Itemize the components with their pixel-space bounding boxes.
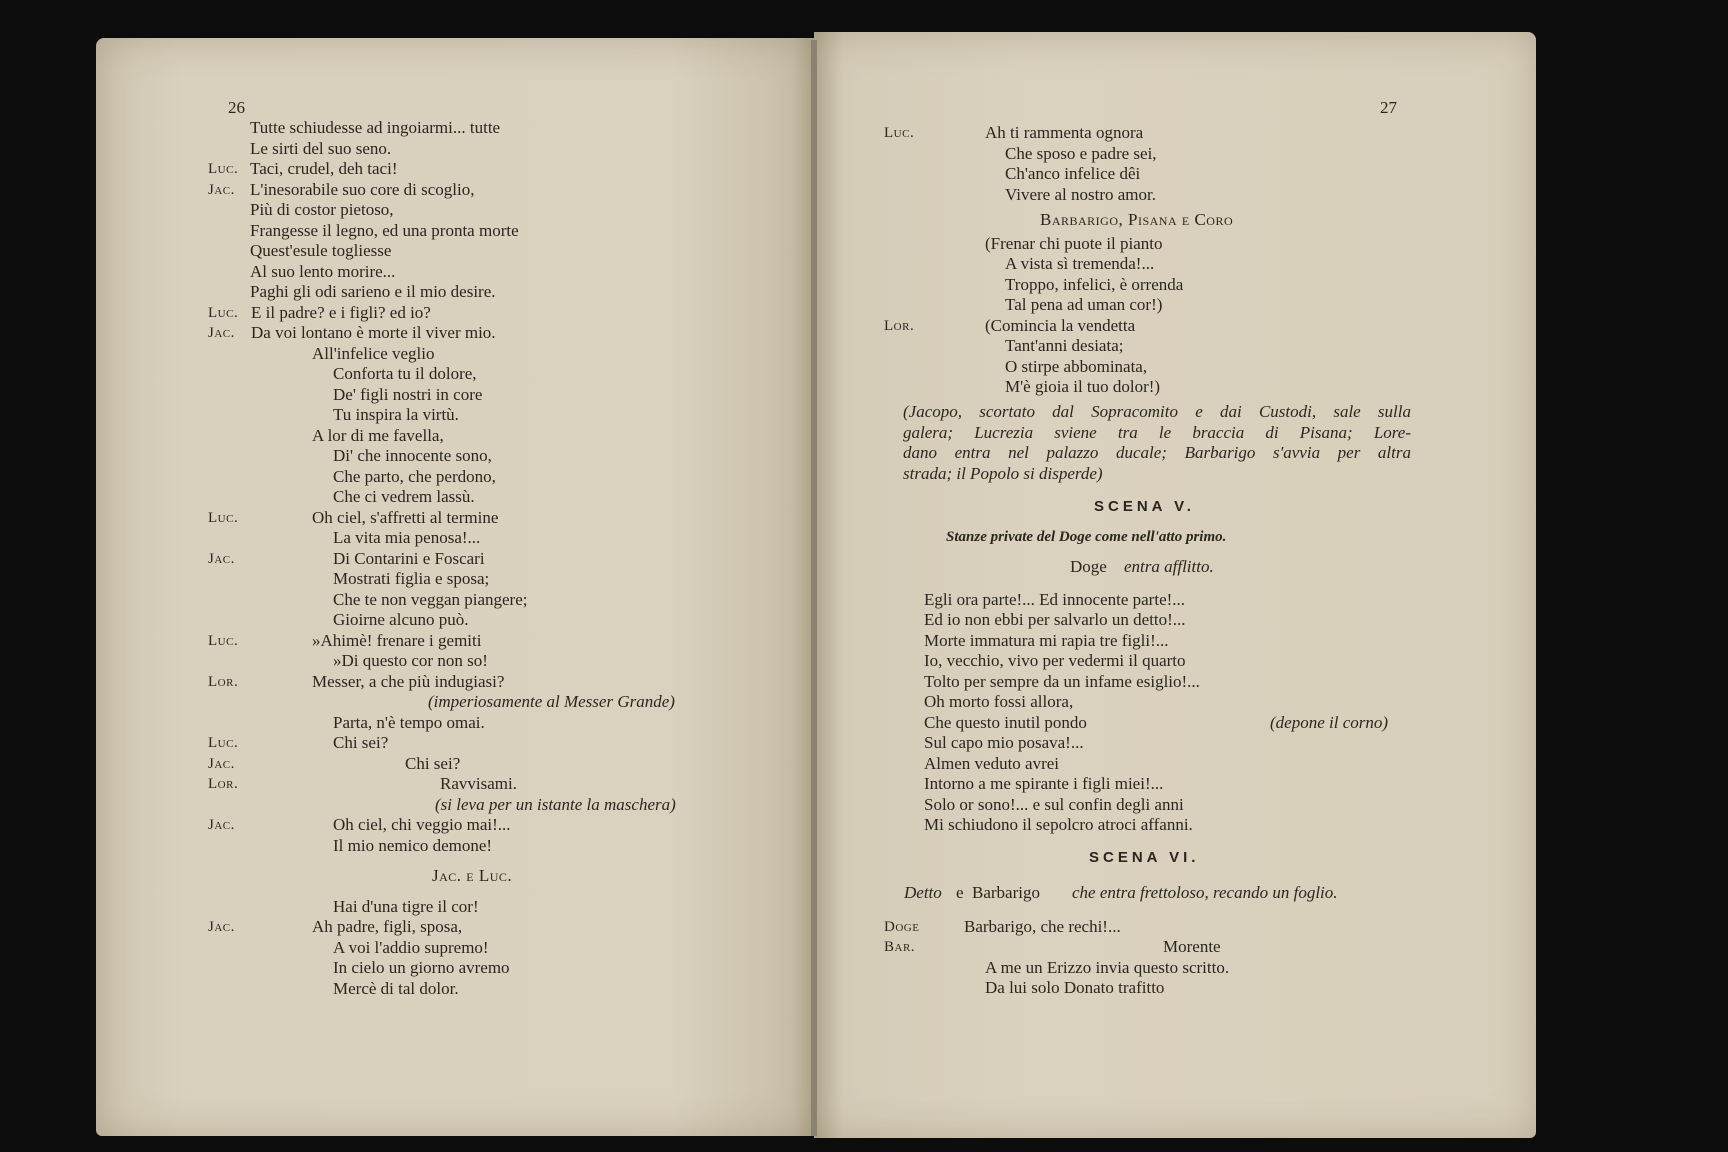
speaker-label: Lor.: [884, 318, 915, 334]
verse-line: Chi sei?: [405, 754, 461, 773]
verse-line: Troppo, infelici, è orrenda: [1005, 275, 1184, 294]
verse-line: Chi sei?: [333, 733, 389, 752]
scene-setting: Stanze private del Doge come nell'atto primo.: [946, 529, 1227, 545]
verse-line: Io, vecchio, vivo per vedermi il quarto: [924, 651, 1186, 670]
verse-line: Di Contarini e Foscari: [333, 549, 485, 568]
verse-line: Sul capo mio posava!...: [924, 733, 1084, 752]
verse-line: Hai d'una tigre il cor!: [333, 897, 479, 916]
verse-line: In cielo un giorno avremo: [333, 958, 510, 977]
verse-line: Il mio nemico demone!: [333, 836, 493, 855]
speaker-label: Luc.: [884, 125, 915, 141]
speaker-label: Jac.: [208, 551, 235, 567]
speaker-label: Luc.: [208, 735, 239, 751]
verse-line: M'è gioia il tuo dolor!): [1005, 377, 1161, 396]
verse-line: Più di costor pietoso,: [250, 200, 394, 219]
verse-line: Ah ti rammenta ognora: [985, 123, 1144, 142]
speaker-label: Luc.: [208, 510, 239, 526]
speaker-label: Jac.: [208, 325, 235, 341]
verse-line: Mi schiudono il sepolcro atroci affanni.: [924, 815, 1193, 834]
verse-line: Che te non veggan piangere;: [333, 590, 528, 609]
page-number-left: 26: [228, 98, 245, 117]
verse-line: Morte immatura mi rapia tre figli!...: [924, 631, 1169, 650]
entry-name: Doge: [1070, 557, 1107, 576]
verse-line: Tutte schiudesse ad ingoiarmi... tutte: [250, 118, 501, 137]
verse-line: A lor di me favella,: [312, 426, 444, 445]
speaker-label: Doge: [884, 919, 920, 935]
verse-line: Ed io non ebbi per salvarlo un detto!...: [924, 610, 1186, 629]
stage-direction: (si leva per un istante la maschera): [435, 795, 676, 814]
speaker-label: Jac.: [208, 756, 235, 772]
entry-note: entra afflitto.: [1124, 557, 1214, 576]
verse-line: Frangesse il legno, ed una pronta morte: [250, 221, 519, 240]
verse-line: Tant'anni desiata;: [1005, 336, 1124, 355]
scene-setting: che entra frettoloso, recando un foglio.: [1072, 883, 1338, 902]
verse-line: Egli ora parte!... Ed innocente parte!...: [924, 590, 1186, 609]
speaker-label: Luc.: [208, 633, 239, 649]
page-number-right: 27: [1380, 98, 1397, 117]
verse-line: Che ci vedrem lassù.: [333, 487, 475, 506]
speaker-label: Bar.: [884, 939, 916, 955]
verse-line: L'inesorabile suo core di scoglio,: [250, 180, 475, 199]
verse-line: Solo or sono!... e sul confin degli anni: [924, 795, 1184, 814]
verse-line: Mercè di tal dolor.: [333, 979, 459, 998]
speaker-label: Jac.: [208, 817, 235, 833]
verse-line: »Di questo cor non so!: [333, 651, 488, 670]
verse-line: Le sirti del suo seno.: [250, 139, 392, 158]
speaker-label: Luc.: [208, 305, 239, 321]
verse-line: Jac. e Luc.: [432, 866, 513, 885]
verse-line: Parta, n'è tempo omai.: [333, 713, 485, 732]
verse-line: Messer, a che più indugiasi?: [312, 672, 505, 691]
verse-line: A vista sì tremenda!...: [1005, 254, 1155, 273]
verse-line: Che parto, che perdono,: [333, 467, 496, 486]
scene-setting: e: [956, 883, 964, 902]
verse-line: Oh ciel, chi veggio mai!...: [333, 815, 511, 834]
stage-direction: (Jacopo, scortato dal Sopracomito e dai Custodi, sale sulla: [903, 402, 1411, 421]
verse-line: Gioirne alcuno può.: [333, 610, 469, 629]
verse-line: E il padre? e i figli? ed io?: [251, 303, 431, 322]
scene-setting: Detto: [904, 883, 942, 902]
speaker-label: Jac.: [208, 919, 235, 935]
speaker-label: Jac.: [208, 182, 235, 198]
stage-direction: galera; Lucrezia sviene tra le braccia di Pisana; Lore-: [903, 422, 1411, 442]
verse-line: Vivere al nostro amor.: [1005, 185, 1156, 204]
verse-line: Ah padre, figli, sposa,: [312, 917, 463, 936]
verse-line: Conforta tu il dolore,: [333, 364, 477, 383]
verse-line: Paghi gli odi sarieno e il mio desire.: [250, 282, 496, 301]
book-gutter: [811, 40, 817, 1136]
verse-line: O stirpe abbominata,: [1005, 357, 1148, 376]
verse-line: Tu inspira la virtù.: [333, 405, 459, 424]
verse-line: Barbarigo, che rechi!...: [964, 917, 1121, 936]
stage-direction: strada; il Popolo si disperde): [903, 463, 1103, 483]
verse-line: Al suo lento morire...: [250, 262, 396, 281]
verse-line: Quest'esule togliesse: [250, 241, 392, 260]
verse-line: Mostrati figlia e sposa;: [333, 569, 490, 588]
stage-direction: (imperiosamente al Messer Grande): [428, 692, 675, 711]
verse-line: Da voi lontano è morte il viver mio.: [251, 323, 496, 342]
stage-direction: dano entra nel palazzo ducale; Barbarigo s'avvia per altra: [903, 443, 1411, 462]
verse-line: Ravvisami.: [440, 774, 517, 793]
verse-line: Almen veduto avrei: [924, 754, 1060, 773]
verse-line: Morente: [1163, 937, 1221, 956]
verse-line: »Ahimè! frenare i gemiti: [312, 631, 482, 650]
speaker-label: Lor.: [208, 674, 239, 690]
verse-line: A me un Erizzo invia questo scritto.: [985, 958, 1230, 977]
verse-line: (Comincia la vendetta: [985, 316, 1136, 335]
speaker-label: Luc.: [208, 161, 239, 177]
verse-line: Che questo inutil pondo: [924, 713, 1087, 732]
stage-direction-aside: (depone il corno): [1270, 713, 1389, 732]
verse-line: De' figli nostri in core: [333, 385, 483, 404]
verse-line: Da lui solo Donato trafitto: [985, 978, 1165, 997]
verse-line: Ch'anco infelice dêi: [1005, 164, 1141, 183]
verse-line: (Frenar chi puote il pianto: [985, 234, 1163, 253]
verse-line: All'infelice veglio: [312, 344, 435, 363]
verse-line: Taci, crudel, deh taci!: [250, 159, 398, 178]
verse-line: Intorno a me spirante i figli miei!...: [924, 774, 1164, 793]
speaker-label: Lor.: [208, 776, 239, 792]
verse-line: Oh ciel, s'affretti al termine: [312, 508, 499, 527]
verse-line: La vita mia penosa!...: [333, 528, 481, 547]
chorus-heading: Barbarigo, Pisana e Coro: [1040, 210, 1234, 229]
verse-line: A voi l'addio supremo!: [333, 938, 489, 957]
scene-setting: Barbarigo: [972, 883, 1040, 902]
verse-line: Che sposo e padre sei,: [1005, 144, 1157, 163]
verse-line: Di' che innocente sono,: [333, 446, 492, 465]
verse-line: Tal pena ad uman cor!): [1005, 295, 1163, 314]
verse-line: Oh morto fossi allora,: [924, 692, 1074, 711]
scene-title: SCENA VI.: [1089, 849, 1200, 866]
verse-line: Tolto per sempre da un infame esiglio!...: [924, 672, 1200, 691]
scene-title: SCENA V.: [1094, 498, 1195, 515]
